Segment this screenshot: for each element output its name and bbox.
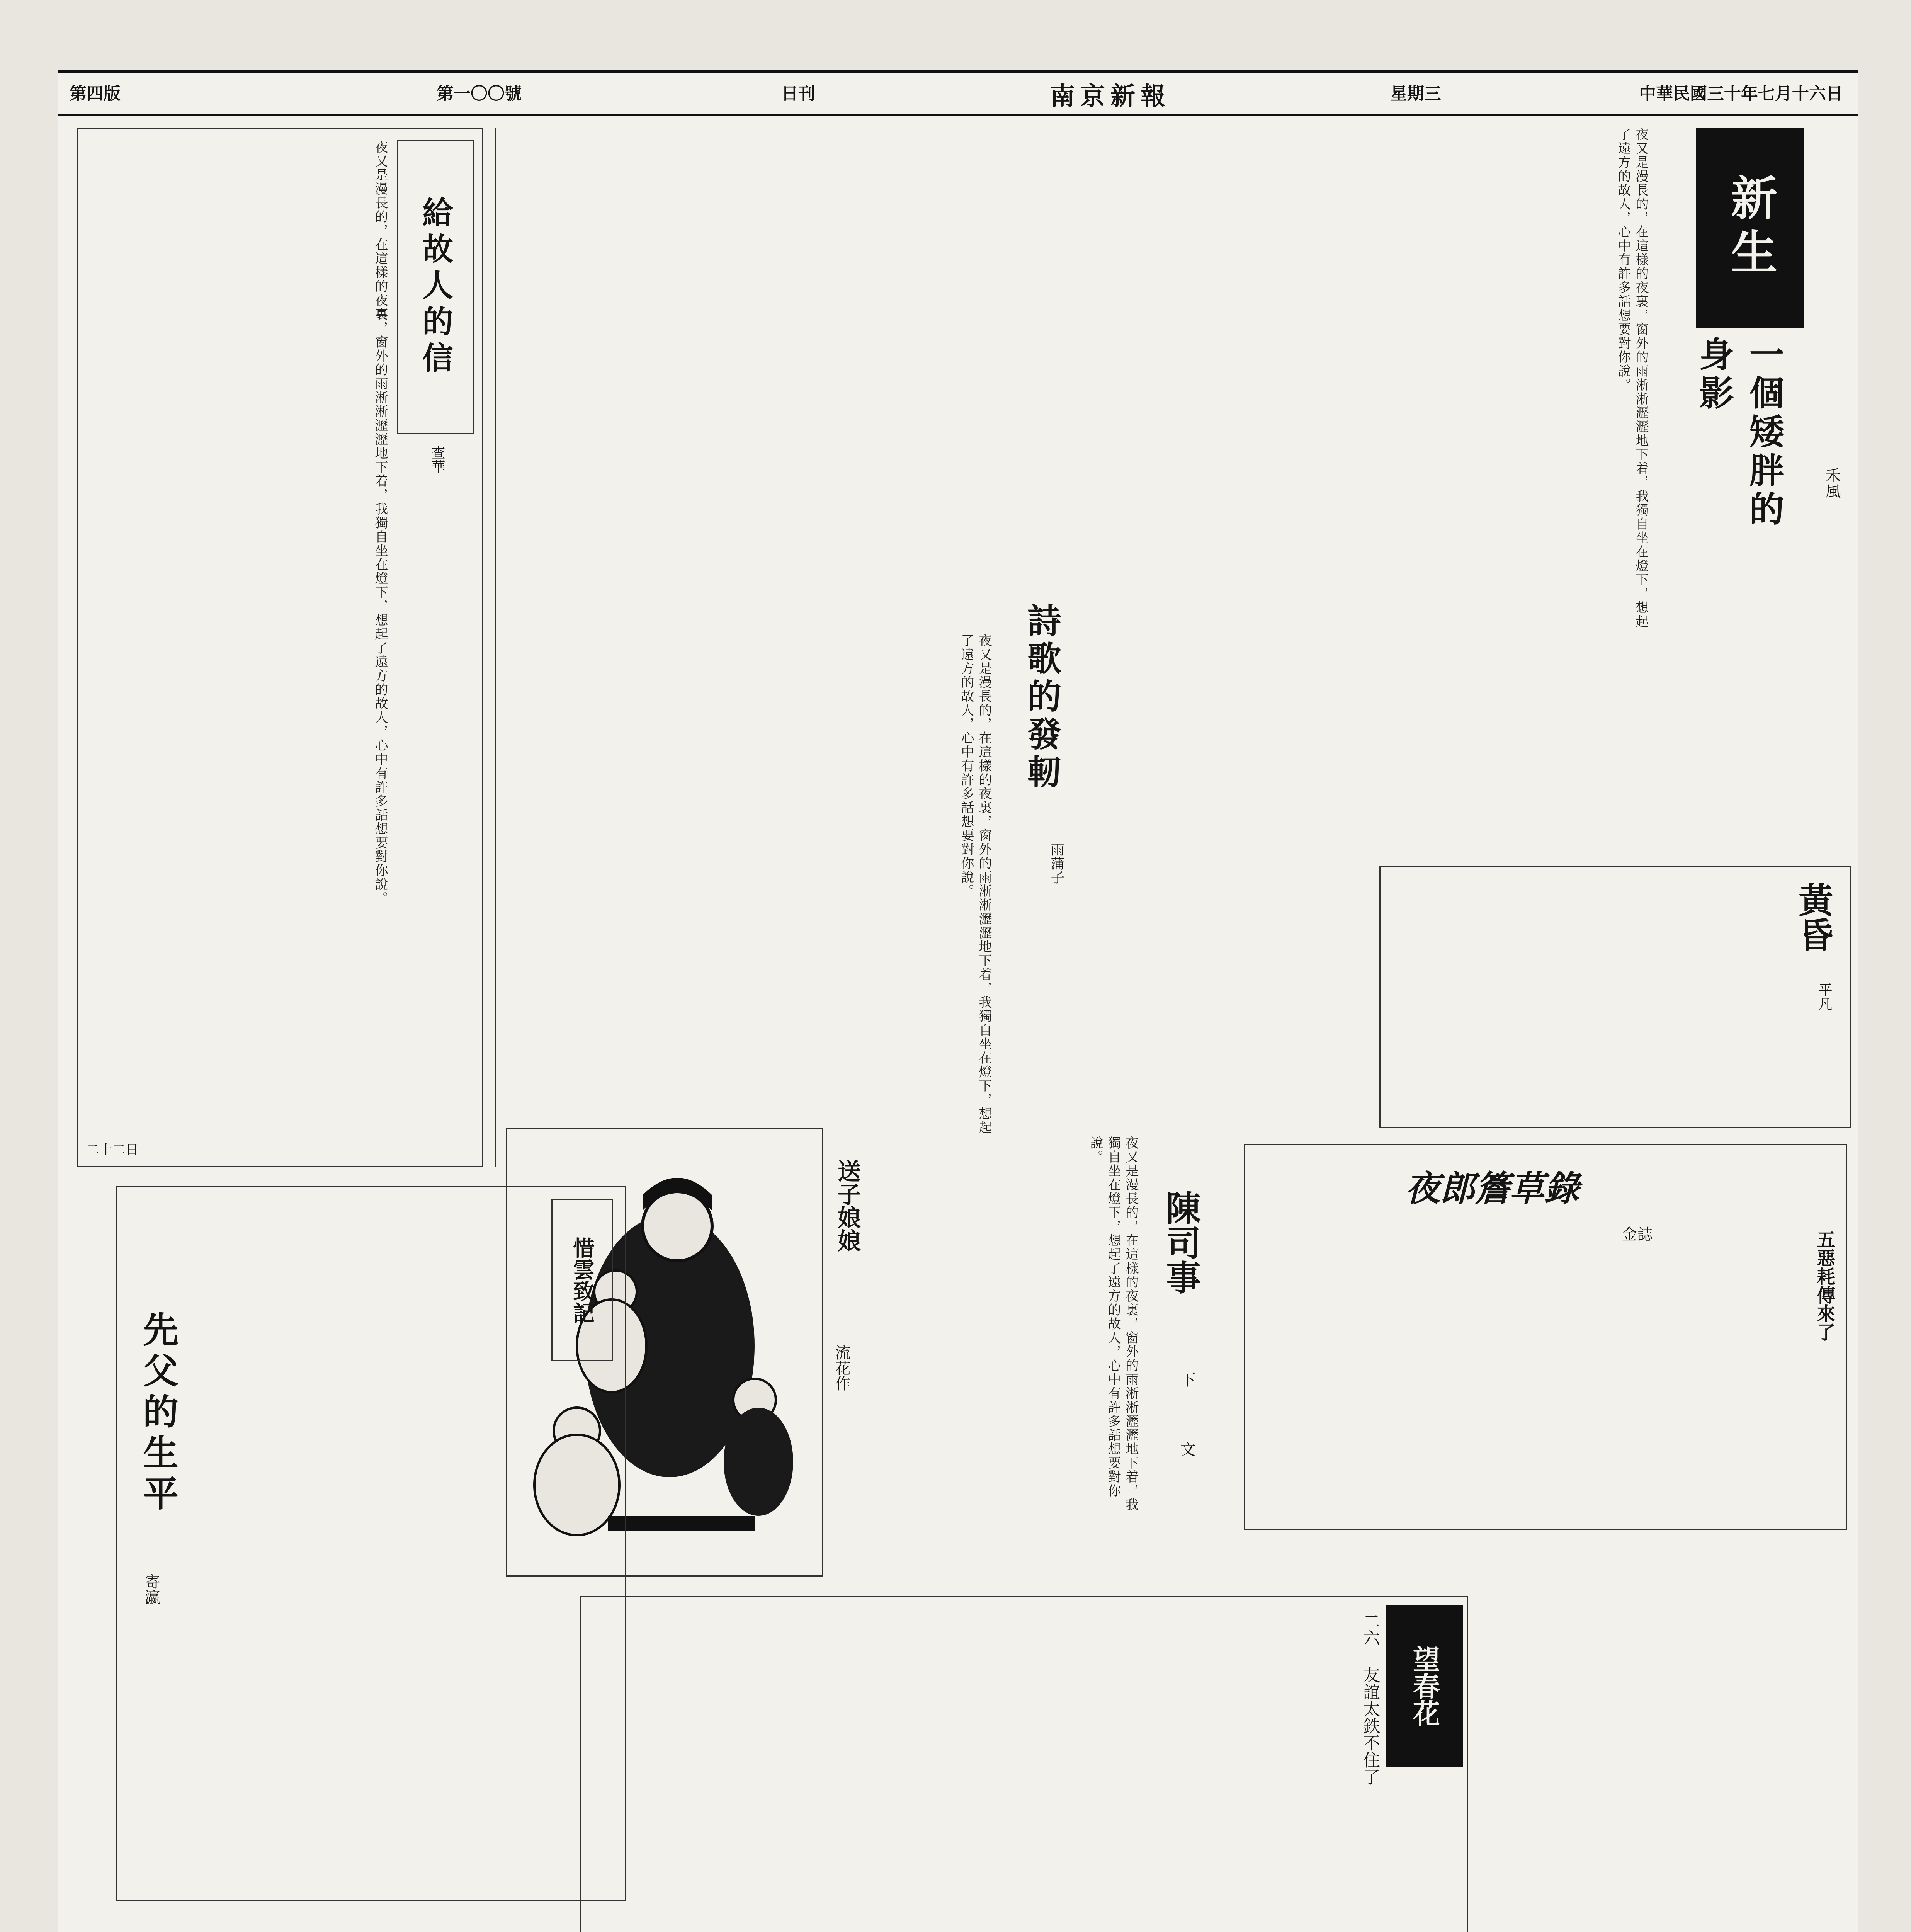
article-3-title: 給故人的信 xyxy=(417,196,454,378)
article-10-title-box: 望春花 xyxy=(1386,1605,1463,1767)
article-6-author: 文 xyxy=(1178,1441,1195,1457)
article-8-author: 寄瀛 xyxy=(142,1574,160,1605)
article-10-frame xyxy=(580,1596,1468,1932)
article-3-frame xyxy=(77,128,483,1167)
article-1-title: 一個矮胖的身影 xyxy=(1693,336,1784,529)
article-4-title: 黃昏 xyxy=(1792,882,1833,952)
article-6-part: 下 xyxy=(1178,1372,1195,1387)
article-5-title: 夜郎簷草錄 xyxy=(1405,1168,1579,1209)
article-2-author: 雨蒲子 xyxy=(1049,842,1064,884)
article-3-title-box xyxy=(397,140,474,434)
article-5-author: 金誌 xyxy=(1622,1226,1653,1243)
masthead xyxy=(58,70,1858,116)
masthead-section: 日刊 xyxy=(781,84,815,104)
article-3-body: 夜又是漫長的，在這樣的夜裏，窗外的雨淅淅瀝瀝地下着，我獨自坐在燈下，想起了遠方的故人，心中有許多話想要對你說。 xyxy=(372,140,388,905)
masthead-issue: 第一〇〇號 xyxy=(437,84,522,104)
article-4-frame xyxy=(1379,866,1851,1128)
article-5-frame xyxy=(1244,1144,1847,1530)
article-2-body: 夜又是漫長的，在這樣的夜裏，窗外的雨淅淅瀝瀝地下着，我獨自坐在燈下，想起了遠方的故人，心中有許多話想要對你說。 xyxy=(959,634,992,1134)
article-5-subtitle: 五惡耗傳來了 xyxy=(1814,1230,1835,1341)
article-1-header xyxy=(1658,128,1858,545)
article-8-frame xyxy=(116,1186,626,1901)
article-3-author: 查華 xyxy=(429,446,445,473)
article-6-title: 陳司事 xyxy=(1160,1190,1201,1294)
newspaper-page xyxy=(58,70,1858,1932)
article-2-title: 詩歌的發軔 xyxy=(1022,603,1062,792)
article-1-body: 夜又是漫長的，在這樣的夜裏，窗外的雨淅淅瀝瀝地下着，我獨自坐在燈下，想起了遠方的故人，心中有許多話想要對你說。 xyxy=(1615,128,1649,628)
article-10-subtitle: 二六 友誼太鉄不住了 xyxy=(1360,1612,1380,1785)
masthead-paper-name: 南京新報 xyxy=(1050,82,1171,111)
masthead-date: 中華民國三十年七月十六日 xyxy=(1639,84,1843,104)
column-rule xyxy=(495,128,496,1167)
article-6-header xyxy=(1148,1190,1217,1538)
article-4-author: 平凡 xyxy=(1816,983,1832,1010)
article-9-box: 惜雲致記 xyxy=(551,1199,613,1361)
article-7-author: 流花作 xyxy=(833,1345,850,1391)
article-7-title: 送子娘娘 xyxy=(834,1159,861,1252)
article-3-date: 二十二日 xyxy=(86,1142,139,1158)
masthead-weekday: 星期三 xyxy=(1390,84,1441,104)
article-1-author: 禾風 xyxy=(1823,468,1841,498)
article-2-header xyxy=(1005,603,1082,931)
masthead-page-no: 第四版 xyxy=(70,84,121,104)
article-8-title: 先父的生平 xyxy=(137,1311,179,1516)
article-1-banner: 新生 xyxy=(1696,128,1804,328)
article-6-body: 夜又是漫長的，在這樣的夜裏，窗外的雨淅淅瀝瀝地下着，我獨自坐在燈下，想起了遠方的故人，心中有許多話想要對你說。 xyxy=(1088,1136,1139,1512)
